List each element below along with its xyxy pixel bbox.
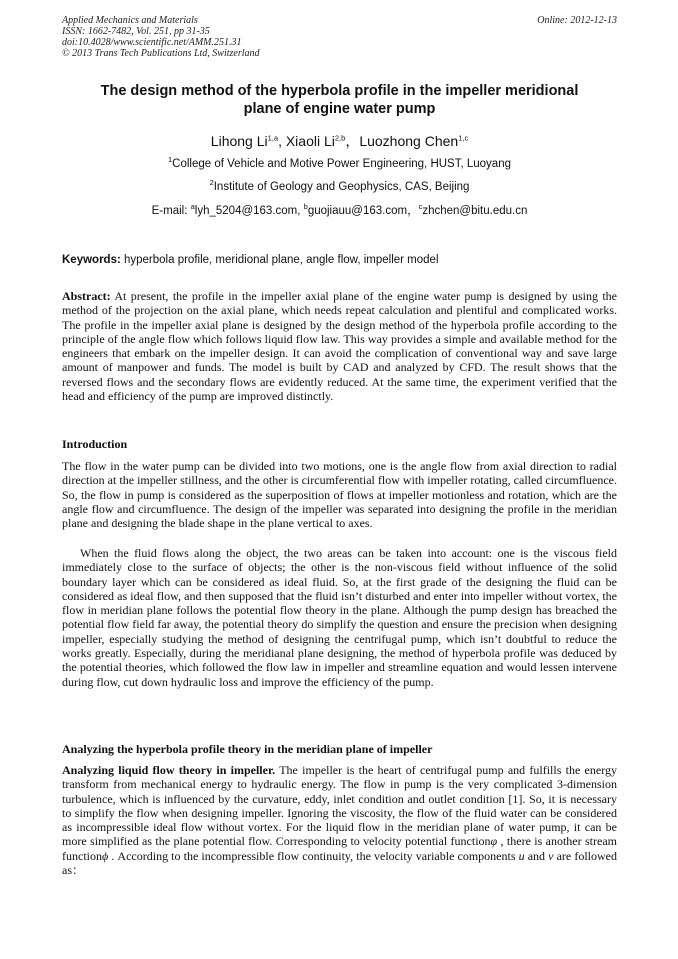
email-c: zhchen@bitu.edu.cn xyxy=(422,205,528,217)
email-mark: c xyxy=(418,202,423,212)
author-name: Xiaoli Li xyxy=(285,133,335,149)
author-affiliation-mark: 1,c xyxy=(458,133,469,143)
author-name: Luozhong Chen xyxy=(359,133,459,149)
affiliation-1 xyxy=(62,157,617,171)
keywords-label: Keywords: xyxy=(62,254,121,266)
intro-paragraph-1: The flow in the water pump can be divided into two motions, one is the angle flow from axial direction to radial direction at the impeller stillness, and the other is circumferential flow with impeller rotating, called circumfluence. So, the flow in pump is considered as the superposition of flows at impeller motionless and rotation, which are the angle flow and circumfluence. The design of the impeller was separated into designing the profile in the meridian plane and designing the blade shape in the plane vertical to axes. xyxy=(62,459,617,531)
journal-header xyxy=(62,15,617,59)
intro-paragraph-2: When the fluid flows along the object, the two areas can be taken into account: one is the viscous field immediately close to the surface of objects; the other is the non-viscous field without influence of the solid boundary layer which can be considered as ideal fluid. So, at the first grade of the designing the fluid can be considered as ideal flow, and then supposed that the fluid isn’t disturbed and enter into impeller without vortex, the flow in meridian plane follows the potential flow theory in the plane. Although the pump design has breached the potential flow field far away, the potential theory do simplify the question and ensure the precision when designing impeller, especially studying the method of designing the centrifugal pump, which isn’t doubtful to reduce the works greatly. Especially, during the meridianal plane designing, the method of hyperbola profile was deduced by the potential theories, which followed the flow law in impeller and streamline equation and would lessen intervene during flow, cut down hydraulic loss and improve the efficiency of the pump. xyxy=(62,546,617,689)
author-list xyxy=(62,132,617,150)
u-symbol: u xyxy=(518,848,525,863)
email-prefix: E-mail: xyxy=(151,205,191,217)
affiliation-text: College of Vehicle and Motive Power Engineering, HUST, Luoyang xyxy=(172,158,511,170)
keywords xyxy=(62,253,617,267)
title-line-2: plane of engine water pump xyxy=(243,101,436,117)
author-separator: , xyxy=(278,133,286,149)
abstract-text: At present, the profile in the impeller axial plane of the engine water pump is designed by using the method of the projection on the axial plane, which needs repeat calculation and plentiful and complicated works. The profile in the impeller axial plane is designed by the design method of the hyperbola profile according to the principle of the angle flow which follows liquid flow law. This way provides a simple and available method for the engineers that embark on the impeller design. It can avoid the complication of conventional way and save large amount of manpower and funds. The model is built by CAD and analyzed by CFD. The result shows that the reversed flows and the secondary flows are evidently reduced. At the same time, the experiment verified that the head and efficiency of the pump are improved distinctly. xyxy=(62,289,617,404)
title-line-1: The design method of the hyperbola profile in the impeller meridional xyxy=(100,83,579,99)
analysis-text: and xyxy=(524,848,549,863)
analysis-text: , there is another stream function xyxy=(62,834,617,863)
doi-line: doi:10.4028/www.scientific.net/AMM.251.31 xyxy=(62,37,242,48)
email-line xyxy=(62,204,617,218)
affiliation-text: Institute of Geology and Geophysics, CAS, Beijing xyxy=(213,181,470,193)
online-date: Online: 2012-12-13 xyxy=(537,15,617,26)
abstract-label: Abstract: xyxy=(62,289,111,303)
affiliation-2 xyxy=(62,180,617,194)
phi-symbol: φ xyxy=(490,834,498,849)
abstract xyxy=(62,289,617,403)
email-mark: a xyxy=(190,202,195,212)
affiliation-mark: 2 xyxy=(209,178,214,188)
analysis-text: are followed as： xyxy=(62,848,617,878)
author-affiliation-mark: 2,b xyxy=(334,133,346,143)
analysis-text: . According to the incompressible flow continuity, the velocity variable components xyxy=(108,848,519,863)
author-separator: ， xyxy=(345,133,360,149)
email-a: lyh_5204@163.com, xyxy=(194,205,304,217)
keywords-text: hyperbola profile, meridional plane, angle flow, impeller model xyxy=(120,254,439,266)
analysis-text: The impeller is the heart of centrifugal pump and fulfills the energy transform from mechanical energy to hydraulic energy. The flow in pump is the very complicated 3-dimension turbulence, which is influenced by the curvature, eddy, inlet condition and outlet condition [1]. So, it is necessary to simplify the flow when designing impeller. Ignoring the viscosity, the flow of the fluid water can be considered as incompressible ideal flow without vortex. For the liquid flow in the meridian plane of water pump, it can be more simplified as the plane potential flow. Corresponding to velocity potential function xyxy=(62,763,617,849)
journal-name: Applied Mechanics and Materials xyxy=(62,15,198,26)
v-symbol: v xyxy=(548,848,554,863)
issn-line: ISSN: 1662-7482, Vol. 251, pp 31-35 xyxy=(62,26,210,37)
email-mark: b xyxy=(303,202,308,212)
section-heading-analysis: Analyzing the hyperbola profile theory in the meridian plane of impeller xyxy=(62,742,433,756)
author-affiliation-mark: 1,a xyxy=(267,133,279,143)
author-name: Lihong Li xyxy=(210,133,268,149)
analysis-lead: Analyzing liquid flow theory in impeller. xyxy=(62,763,276,777)
affiliation-mark: 1 xyxy=(168,155,173,165)
phi-symbol: ϕ xyxy=(102,848,109,863)
paper-title xyxy=(62,82,617,118)
analysis-paragraph xyxy=(62,763,617,877)
email-b: guojiauu@163.com， xyxy=(307,205,419,217)
section-heading-introduction: Introduction xyxy=(62,437,128,451)
copyright-line: © 2013 Trans Tech Publications Ltd, Switzerland xyxy=(62,48,260,59)
